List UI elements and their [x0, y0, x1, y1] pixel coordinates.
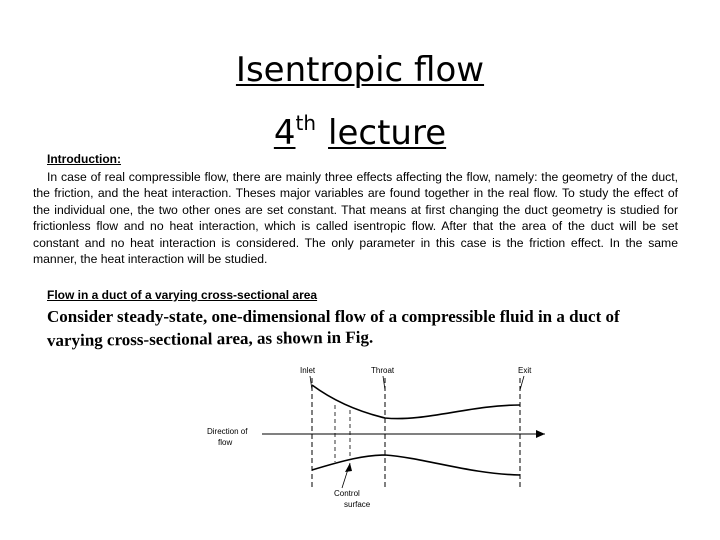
- section-heading-varying-duct: Flow in a duct of a varying cross-sectional area: [47, 288, 318, 302]
- duct-upper-wall: [312, 385, 520, 419]
- control-surface-label-2: surface: [344, 500, 371, 509]
- lecture-number: 4: [273, 113, 296, 153]
- introduction-heading: Introduction:: [47, 152, 121, 166]
- exit-leader-line: [520, 376, 524, 390]
- lecture-word: lecture: [328, 113, 447, 153]
- control-surface-label-1: Control: [334, 489, 360, 498]
- flow-arrowhead: [536, 430, 545, 438]
- introduction-paragraph: In case of real compressible flow, there are mainly three effects affecting the flow, namely: the geometry of the duct, the friction, and the heat interaction. Theses major variables are found together in the real flow. To study the effect of the individual one, the two other ones are set constant. That means at first changing the duct geometry is studied for frictionless flow and no heat interaction, which is called isentropic flow. After that the area of the duct will be set constant and no heat interaction is considered. The only parameter in this case is the friction effect. In the same manner, the heat interaction will be studied.: [33, 170, 678, 267]
- lecture-number-ordinal: th: [295, 111, 317, 135]
- excerpt-line-2: varying cross-sectional area, as shown in Fig.: [46, 327, 374, 350]
- throat-label: Throat: [371, 366, 395, 375]
- excerpt-line-1: Consider steady-state, one-dimensional flow of a compressible fluid in a duct of: [47, 307, 620, 326]
- inlet-label: Inlet: [300, 366, 316, 375]
- duct-lower-wall: [312, 455, 520, 475]
- lecture-title: Isentropic flow: [235, 50, 485, 90]
- control-surface-arrowhead: [345, 463, 352, 472]
- exit-label: Exit: [518, 366, 532, 375]
- direction-of-flow-label-2: flow: [218, 438, 233, 447]
- direction-of-flow-label-1: Direction of: [207, 427, 248, 436]
